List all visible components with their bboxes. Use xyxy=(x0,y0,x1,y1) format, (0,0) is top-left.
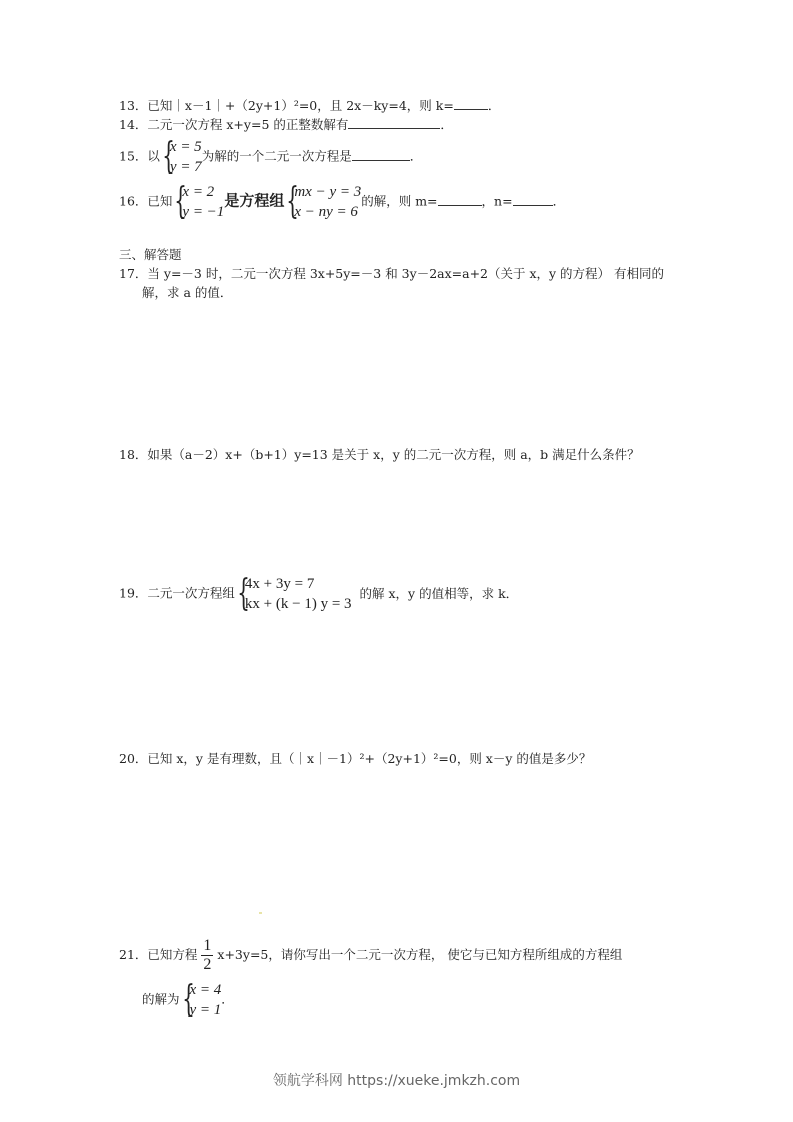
q16-solution-system xyxy=(172,182,224,222)
question-21-line1 xyxy=(119,937,622,974)
q21-eq2: y = 1 xyxy=(189,1002,222,1018)
brace-icon: { xyxy=(174,181,188,222)
section-title: 三、解答题 xyxy=(119,247,182,262)
q15-solution-system xyxy=(160,137,202,177)
q21-solution-system xyxy=(180,980,222,1020)
fraction-denominator: 2 xyxy=(203,956,212,973)
q16-prefix: 16．已知 xyxy=(119,193,173,209)
question-16 xyxy=(119,182,565,222)
scan-speck xyxy=(259,912,262,914)
q16-sep: ，n= xyxy=(481,193,513,209)
question-14 xyxy=(119,116,453,133)
q21-end: ． xyxy=(221,991,234,1007)
q21-fraction xyxy=(201,937,213,974)
brace-icon: { xyxy=(237,573,250,614)
footer-watermark: 领航学科网 https://xueke.jmkzh.com xyxy=(272,1073,521,1089)
q15-answer-blank[interactable] xyxy=(352,148,410,161)
q13-text: 13．已知｜x－1｜+（2y+1）²=0，且 2x－ky=4，则 k= xyxy=(119,98,454,113)
question-17-line2: 解，求 a 的值． xyxy=(142,285,233,300)
q15-end: ． xyxy=(409,148,423,164)
q16-sys-eq1: mx − y = 3 xyxy=(294,184,362,200)
q16-end: ． xyxy=(552,193,566,209)
q13-answer-blank[interactable] xyxy=(454,97,488,110)
question-18: 18．如果（a－2）x+（b+1）y=13 是关于 x，y 的二元一次方程，则 a，b 满足什么条件？ xyxy=(119,447,640,462)
q19-equation-system xyxy=(235,574,352,614)
q16-middle: 是方程组 xyxy=(224,191,285,210)
q15-suffix: 为解的一个二元一次方程是 xyxy=(201,148,352,164)
question-15 xyxy=(119,137,422,177)
question-19 xyxy=(119,574,518,614)
question-17-line1: 17．当 y=－3 时，二元一次方程 3x+5y=－3 和 3y－2ax=a+2（关于 x，y 的方程） 有相同的 xyxy=(119,266,665,281)
q15-eq1: x = 5 xyxy=(169,139,202,155)
question-20: 20．已知 x，y 是有理数，且（｜x｜－1）²+（2y+1）²=0，则 x－y 的值是多少？ xyxy=(119,751,592,766)
q19-suffix: 的解 x，y 的值相等，求 k． xyxy=(359,585,519,601)
q16-equation-system xyxy=(284,182,361,222)
q16-suffix: 的解，则 m= xyxy=(361,193,438,209)
question-13 xyxy=(119,97,500,114)
q21-line2-prefix: 的解为 xyxy=(142,991,180,1007)
question-21-line2 xyxy=(142,980,234,1020)
q19-eq2: kx + (k − 1) y = 3 xyxy=(244,596,352,612)
q15-eq2: y = 7 xyxy=(169,159,202,175)
brace-icon: { xyxy=(181,979,195,1020)
q14-answer-blank[interactable] xyxy=(348,116,440,129)
q16-sol-eq2: y = −1 xyxy=(182,204,225,220)
q15-prefix: 15．以 xyxy=(119,148,160,164)
brace-icon: { xyxy=(286,181,300,222)
q16-n-blank[interactable] xyxy=(513,193,553,206)
fraction-numerator: 1 xyxy=(203,937,212,954)
q16-sys-eq2: x − ny = 6 xyxy=(294,204,358,220)
q19-eq1: 4x + 3y = 7 xyxy=(244,576,315,592)
q14-text: 14．二元一次方程 x+y=5 的正整数解有 xyxy=(119,117,349,132)
q14-end: ． xyxy=(440,117,453,132)
q13-end: ． xyxy=(487,98,501,113)
q21-line1-rest: x+3y=5，请你写出一个二元一次方程， 使它与已知方程所组成的方程组 xyxy=(217,947,623,962)
q16-sol-eq1: x = 2 xyxy=(182,184,215,200)
q21-eq1: x = 4 xyxy=(189,982,222,998)
q16-m-blank[interactable] xyxy=(438,193,482,206)
brace-icon: { xyxy=(162,136,175,177)
q19-prefix: 19．二元一次方程组 xyxy=(119,585,235,601)
q21-prefix: 21．已知方程 xyxy=(119,947,198,962)
